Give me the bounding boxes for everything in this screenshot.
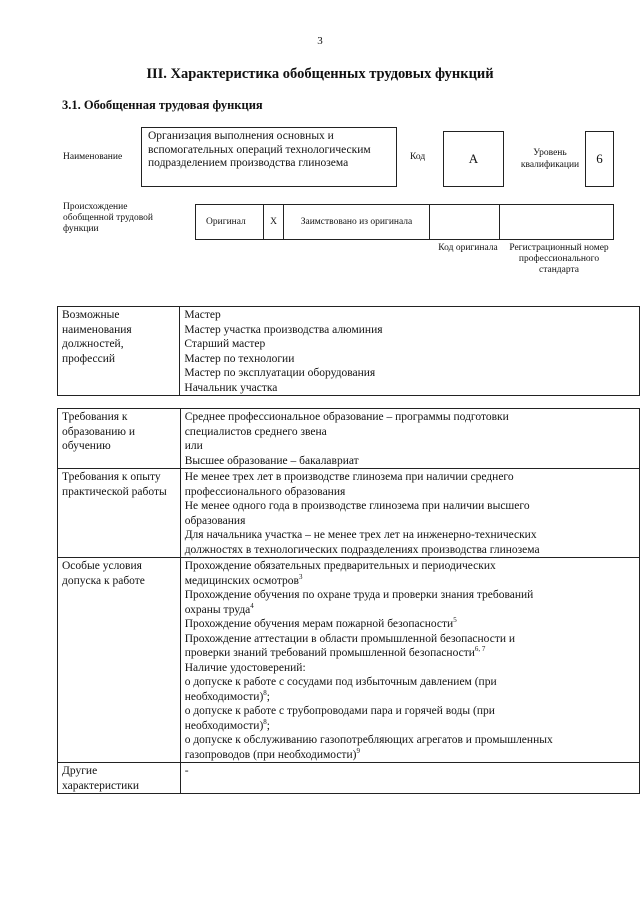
original-code-cell xyxy=(430,205,500,240)
subsection-title: 3.1. Обобщенная трудовая функция xyxy=(62,98,263,112)
position-item: Мастер участка производства алюминия xyxy=(184,323,383,336)
code-value: A xyxy=(443,131,504,187)
positions-table xyxy=(57,306,640,396)
footnote-ref: 3 xyxy=(298,572,303,581)
other-value: - xyxy=(180,763,639,794)
other-row xyxy=(58,763,640,794)
footnote-ref: 8 xyxy=(263,717,267,726)
position-item: Мастер по технологии xyxy=(184,352,295,365)
positions-row xyxy=(58,307,640,396)
position-item: Начальник участка xyxy=(184,381,278,394)
origin-label: Происхождение обобщенной трудовой функции xyxy=(63,202,153,234)
registration-caption: Регистрационный номер профессионального стандарта xyxy=(509,243,609,275)
origin-table xyxy=(195,204,614,240)
text-line: Для начальника участка – не менее трех лет на инженерно-технических xyxy=(184,529,537,541)
text-line: Не менее трех лет в производстве глинозема при наличии среднего xyxy=(184,471,514,483)
text-line: Прохождение аттестации в области промышленной безопасности и xyxy=(184,632,516,645)
text-line: о допуске к обслуживанию газопотребляющих агрегатов и промышленных xyxy=(184,734,553,746)
positions-list xyxy=(180,307,640,396)
text-line: должностях в технологических подразделениях производства глинозема xyxy=(184,543,540,556)
text-line: профессионального образования xyxy=(184,485,346,498)
function-name-value: Организация выполнения основных и вспомогательных операций технологическим подразделением производства глинозема xyxy=(141,127,397,187)
experience-label: Требования к опыту практической работы xyxy=(58,469,181,558)
original-code-caption: Код оригинала xyxy=(438,243,498,253)
borrowed-label: Заимствовано из оригинала xyxy=(284,205,430,240)
text-line: Наличие удостоверений: xyxy=(184,661,306,674)
text-line: медицинских осмотров$^3$ xyxy=(184,572,303,587)
education-label: Требования к образованию и обучению xyxy=(58,409,181,469)
footnote-ref: 8 xyxy=(263,688,267,697)
text-line: специалистов среднего звена xyxy=(184,425,327,438)
code-label: Код xyxy=(410,152,426,162)
requirements-table xyxy=(57,408,640,794)
position-item: Старший мастер xyxy=(184,338,266,350)
education-row xyxy=(58,409,640,469)
footnote-ref: 4 xyxy=(250,601,254,610)
section-title: III. Характеристика обобщенных трудовых функций xyxy=(146,66,494,82)
text-line: Прохождение обязательных предварительных и периодических xyxy=(184,560,496,572)
footnote-ref: 9 xyxy=(356,746,360,755)
position-item: Мастер по эксплуатации оборудования xyxy=(184,367,376,379)
text-line: Среднее профессиональное образование – программы подготовки xyxy=(184,411,509,423)
admission-value xyxy=(180,558,639,763)
level-label: Уровень квалификации xyxy=(520,148,580,170)
experience-row xyxy=(58,469,640,558)
text-line: о допуске к работе с сосудами под избыточным давлением (при xyxy=(184,676,497,688)
footnote-ref: 6, 7 xyxy=(474,645,486,653)
name-label: Наименование xyxy=(63,152,123,162)
registration-number-cell xyxy=(500,205,614,240)
text-line: необходимости)$^8$; xyxy=(184,688,270,703)
level-value: 6 xyxy=(585,131,614,187)
text-line: проверки знаний требований промышленной безопасности$^{6, 7}$ xyxy=(184,645,486,659)
text-line: образования xyxy=(184,514,246,527)
admission-label: Особые условия допуска к работе xyxy=(58,558,181,763)
text-line: охраны труда$^4$ xyxy=(184,601,254,616)
page-number: 3 xyxy=(317,35,323,47)
education-value xyxy=(180,409,639,469)
positions-label: Возможные наименования должностей, профессий xyxy=(58,307,180,396)
original-mark: X xyxy=(264,205,284,240)
text-line: Не менее одного года в производстве глинозема при наличии высшего xyxy=(184,500,530,512)
text-line: о допуске к работе с трубопроводами пара и горячей воды (при xyxy=(184,705,495,717)
text-line: необходимости)$^8$; xyxy=(184,717,270,732)
admission-row xyxy=(58,558,640,763)
footnote-ref: 5 xyxy=(453,616,457,624)
text-line: Прохождение обучения по охране труда и проверки знания требований xyxy=(184,589,534,601)
other-label: Другие характеристики xyxy=(58,763,181,794)
experience-value xyxy=(180,469,639,558)
text-line: или xyxy=(184,440,203,452)
text-line: Прохождение обучения мерам пожарной безопасности$^5$ xyxy=(184,616,457,630)
position-item: Мастер xyxy=(184,309,221,321)
original-label: Оригинал xyxy=(196,205,264,240)
text-line: газопроводов (при необходимости)$^9$ xyxy=(184,746,360,761)
text-line: Высшее образование – бакалавриат xyxy=(184,454,359,467)
